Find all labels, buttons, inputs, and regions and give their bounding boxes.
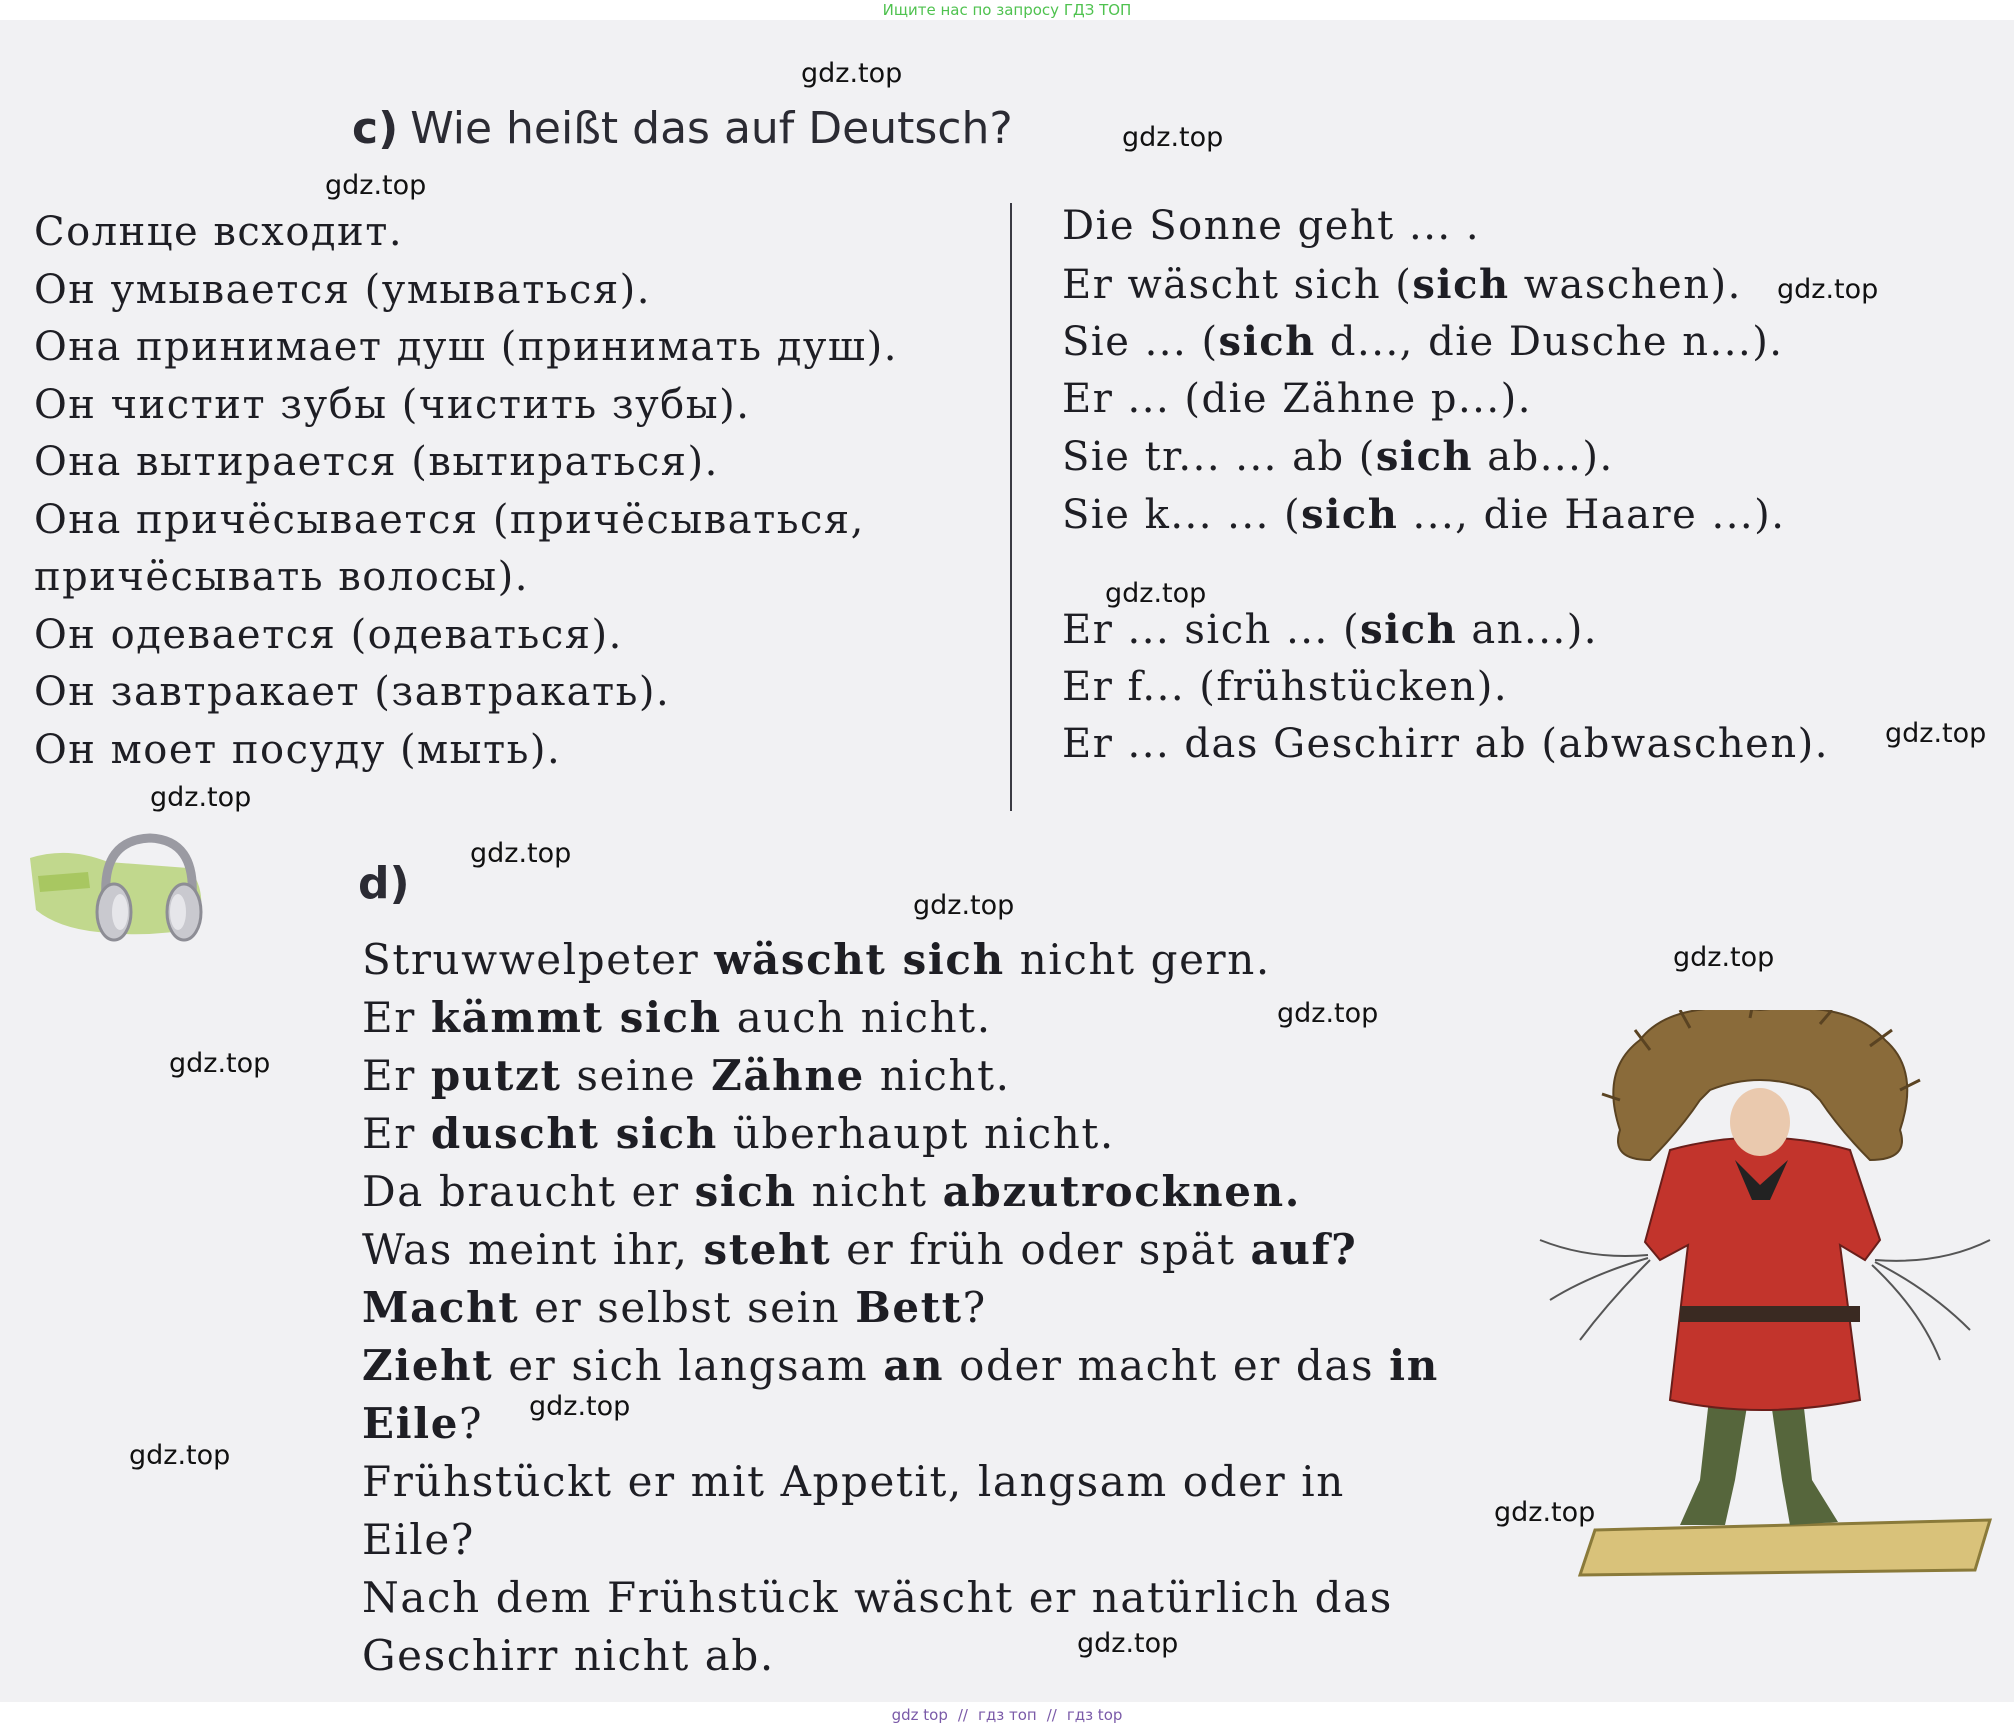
bold-word: sich [1412,260,1510,308]
text-segment: nicht gern. [1004,935,1271,984]
russian-column [34,204,898,779]
section-d-label: d) [358,858,410,909]
bold-word: sich [1218,318,1316,365]
text-segment: an...). [1457,607,1599,653]
text-segment: Struwwelpeter [362,935,715,984]
text-line [362,1569,1439,1627]
bold-word: sich [1301,490,1399,538]
german-line [1062,313,1829,371]
text-line [362,1627,1439,1685]
russian-line: Он умывается (умываться). [34,266,651,313]
watermark: gdz.top [1673,942,1775,973]
watermark: gdz.top [470,838,572,869]
text-segment: Er ... sich ... ( [1062,607,1361,653]
column-divider [1010,203,1012,811]
text-segment: nicht. [864,1051,1011,1100]
text-line [362,1453,1439,1511]
banner-link[interactable]: гдз топ [977,1706,1037,1724]
text-segment: Er f... (frühstücken). [1062,663,1509,710]
text-segment: oder macht er das [944,1341,1390,1390]
text-segment: Frühstückt er mit Appetit, langsam oder in [362,1457,1345,1506]
section-c-title: Wie heißt das auf Deutsch? [410,103,1013,154]
text-segment: Eile? [362,1515,475,1564]
text-segment: er selbst sein [519,1283,856,1332]
bold-word: steht [703,1225,832,1274]
text-segment: Die Sonne geht ... . [1062,203,1481,249]
russian-line: Он завтракает (завтракать). [34,669,671,715]
watermark: gdz.top [325,170,427,201]
watermark: gdz.top [1885,718,1987,749]
german-line [1062,716,1829,774]
text-segment: Er [362,993,431,1042]
german-line [1062,198,1829,256]
banner-link[interactable]: gdz top [891,1706,948,1724]
watermark: gdz.top [1494,1497,1596,1528]
text-segment: nicht [796,1167,943,1216]
section-d-text [362,931,1439,1685]
german-line [1062,486,1829,544]
text-segment: seine [561,1051,712,1100]
bold-word: abzutrocknen. [942,1167,1301,1216]
bold-word: sich [694,1167,797,1216]
headphones-icon [28,828,208,950]
bold-word: auf? [1250,1225,1358,1274]
russian-line: Он чистит зубы (чистить зубы). [34,381,751,428]
section-c-label: c) [352,103,399,154]
text-segment: d..., die Dusche n...). [1315,319,1784,365]
german-line [1062,428,1829,486]
bold-word: Bett [855,1283,963,1332]
german-line [1062,371,1829,429]
text-segment: Sie ... ( [1062,319,1219,365]
text-line [362,1337,1439,1395]
bold-word: Zieht [362,1341,494,1390]
text-segment: Da braucht er [362,1167,695,1216]
text-segment: er früh oder spät [831,1225,1251,1274]
text-line [362,1163,1439,1221]
watermark: gdz.top [150,782,252,813]
text-segment: Er [362,1109,431,1158]
bold-word: Zähne [711,1051,865,1100]
text-segment: ab...). [1473,434,1614,480]
bold-word: putzt [430,1051,562,1100]
text-line [362,1395,1439,1453]
watermark: gdz.top [1077,1628,1179,1659]
russian-line: Солнце всходит. [34,209,404,255]
text-segment: ? [962,1283,987,1332]
text-line [362,1221,1439,1279]
watermark: gdz.top [1122,122,1224,153]
bottom-banner[interactable] [0,1702,2014,1728]
bold-word: sich [1375,433,1474,480]
text-line [362,1279,1439,1337]
bold-word: in [1389,1341,1439,1390]
text-segment: Nach dem Frühstück wäscht er natürlich das [362,1573,1393,1622]
text-segment: Sie k... ... ( [1062,491,1302,538]
watermark: gdz.top [169,1048,271,1079]
text-segment: Geschirr nicht ab. [362,1631,775,1680]
text-line [362,1511,1439,1569]
text-segment: waschen). [1509,261,1742,308]
text-line [362,1047,1439,1105]
text-line [362,1105,1439,1163]
struwwelpeter-illustration [1520,1010,2010,1580]
text-segment: Was meint ihr, [362,1225,704,1274]
watermark: gdz.top [1777,274,1879,305]
bold-word: Eile [362,1399,460,1448]
russian-line: причёсывать волосы). [34,554,529,600]
russian-line: Она принимает душ (принимать душ). [34,324,898,370]
german-line [1062,601,1829,659]
german-line [1062,659,1829,717]
banner-link[interactable]: гдз top [1066,1706,1123,1724]
bold-word: an [883,1341,945,1390]
text-segment: Er wäscht sich ( [1062,261,1413,308]
text-segment: er sich langsam [493,1341,884,1390]
text-segment: Er ... (die Zähne p...). [1062,375,1532,422]
text-segment: überhaupt nicht. [717,1109,1115,1158]
top-banner[interactable]: Ищите нас по запросу ГДЗ ТОП [0,0,2014,20]
bold-word: Macht [362,1283,520,1332]
bold-word: sich [1360,606,1458,653]
text-segment: Sie tr... ... ab ( [1062,434,1376,480]
watermark: gdz.top [801,58,903,89]
text-segment: ? [459,1399,484,1448]
bold-word: duscht sich [430,1109,718,1158]
text-segment: auch nicht. [721,993,992,1042]
russian-line: Он одевается (одеваться). [34,611,623,658]
section-c-heading [352,103,1013,154]
german-column [1062,198,1829,774]
text-segment: Er [362,1051,431,1100]
bold-word: wäscht sich [714,935,1005,984]
watermark: gdz.top [529,1391,631,1422]
text-line [362,931,1439,989]
text-segment: Er ... das Geschirr ab (abwaschen). [1062,721,1829,767]
watermark: gdz.top [129,1440,231,1471]
russian-line: Она причёсывается (причёсываться, [34,496,865,543]
watermark: gdz.top [913,890,1015,921]
german-line [1062,256,1829,314]
text-segment: ..., die Haare ...). [1398,491,1786,538]
section-d-heading [358,858,422,909]
russian-line: Она вытирается (вытираться). [34,439,719,485]
watermark: gdz.top [1277,998,1379,1029]
russian-line: Он моет посуду (мыть). [34,726,562,773]
separator: // [957,1706,968,1724]
bold-word: kämmt sich [430,993,722,1042]
separator: // [1046,1706,1057,1724]
watermark: gdz.top [1105,578,1207,609]
